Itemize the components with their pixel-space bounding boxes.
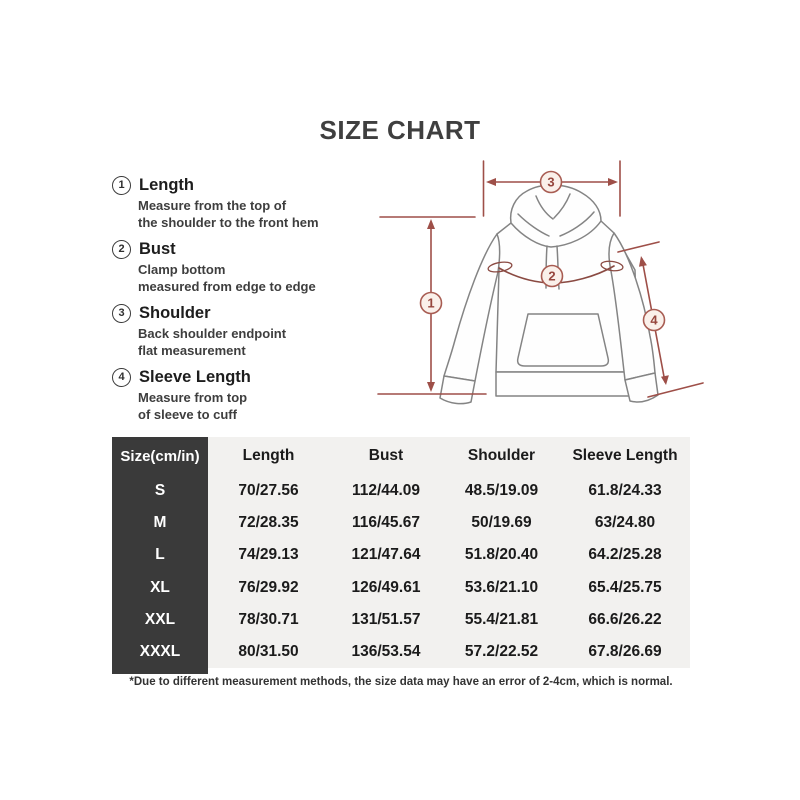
table-cell: 65.4/25.75 bbox=[588, 578, 662, 596]
definition-label: Sleeve Length bbox=[139, 367, 251, 386]
table-cell: 136/53.54 bbox=[351, 642, 421, 660]
definition-description: Back shoulder endpoint flat measurement bbox=[138, 326, 287, 358]
marker-3-badge bbox=[541, 172, 562, 193]
definition-shoulder bbox=[112, 302, 362, 359]
size-column-footer-strip bbox=[112, 668, 208, 674]
svg-text:3: 3 bbox=[547, 174, 555, 190]
svg-text:4: 4 bbox=[650, 312, 658, 328]
table-cell: 53.6/21.10 bbox=[464, 578, 539, 596]
definition-sleeve-length bbox=[112, 366, 362, 423]
marker-1-badge bbox=[421, 293, 442, 314]
marker-2-badge bbox=[542, 266, 563, 287]
circled-4-icon: 4 bbox=[112, 368, 131, 387]
table-cell: 48.5/19.09 bbox=[464, 482, 539, 500]
table-cell: 67.8/26.69 bbox=[588, 642, 662, 660]
definition-description: Measure from top of sleeve to cuff bbox=[138, 390, 248, 422]
table-cell: 116/45.67 bbox=[351, 514, 421, 532]
size-label: S bbox=[112, 475, 208, 507]
size-label: XXXL bbox=[112, 636, 208, 668]
size-label: L bbox=[112, 539, 208, 571]
svg-text:1: 1 bbox=[427, 295, 435, 311]
definition-length bbox=[112, 174, 362, 231]
column-header-sleeve-length: Sleeve Length bbox=[572, 447, 678, 464]
size-label: XL bbox=[112, 571, 208, 603]
table-cell: 50/19.69 bbox=[471, 514, 532, 532]
svg-text:2: 2 bbox=[548, 268, 556, 284]
table-cell: 55.4/21.81 bbox=[464, 610, 539, 628]
definition-bust bbox=[112, 238, 362, 295]
column-header-bust: Bust bbox=[368, 447, 404, 464]
measurement-disclaimer: *Due to different measurement methods, the size data may have an error of 2-4cm, which is normal. bbox=[129, 676, 673, 688]
circled-3-icon: 3 bbox=[112, 304, 131, 323]
table-cell: 126/49.61 bbox=[351, 578, 421, 596]
table-cell: 78/30.71 bbox=[238, 610, 299, 628]
page-title: SIZE CHART bbox=[319, 115, 481, 145]
definition-label: Length bbox=[139, 175, 194, 194]
table-cell: 121/47.64 bbox=[351, 546, 421, 564]
circled-2-icon: 2 bbox=[112, 240, 131, 259]
marker-4-badge bbox=[644, 310, 665, 331]
table-cell: 63/24.80 bbox=[594, 514, 656, 532]
table-cell: 131/51.57 bbox=[351, 610, 421, 628]
table-cell: 112/44.09 bbox=[351, 482, 421, 500]
table-cell: 74/29.13 bbox=[238, 546, 299, 564]
table-cell: 51.8/20.40 bbox=[464, 546, 539, 564]
table-cell: 76/29.92 bbox=[238, 578, 299, 596]
definition-description: Measure from the top of the shoulder to the front hem bbox=[138, 198, 319, 230]
definition-label: Bust bbox=[139, 239, 176, 258]
definition-description: Clamp bottom measured from edge to edge bbox=[138, 262, 316, 294]
hoodie-measurement-diagram bbox=[375, 152, 707, 418]
size-label: XXL bbox=[112, 604, 208, 636]
table-cell: 72/28.35 bbox=[238, 514, 299, 532]
measurement-definitions bbox=[112, 174, 362, 430]
table-cell: 61.8/24.33 bbox=[588, 482, 662, 500]
column-header-shoulder: Shoulder bbox=[467, 447, 536, 464]
table-cell: 64.2/25.28 bbox=[588, 546, 662, 564]
definition-label: Shoulder bbox=[139, 303, 211, 322]
table-corner-header: Size(cm/in) bbox=[112, 437, 208, 475]
table-cell: 66.6/26.22 bbox=[588, 610, 662, 628]
column-header-length: Length bbox=[242, 447, 295, 464]
table-cell: 70/27.56 bbox=[238, 482, 299, 500]
table-cell: 57.2/22.52 bbox=[464, 642, 539, 660]
circled-1-icon: 1 bbox=[112, 176, 131, 195]
size-table bbox=[112, 437, 690, 668]
table-cell: 80/31.50 bbox=[238, 642, 299, 660]
size-label: M bbox=[112, 507, 208, 539]
